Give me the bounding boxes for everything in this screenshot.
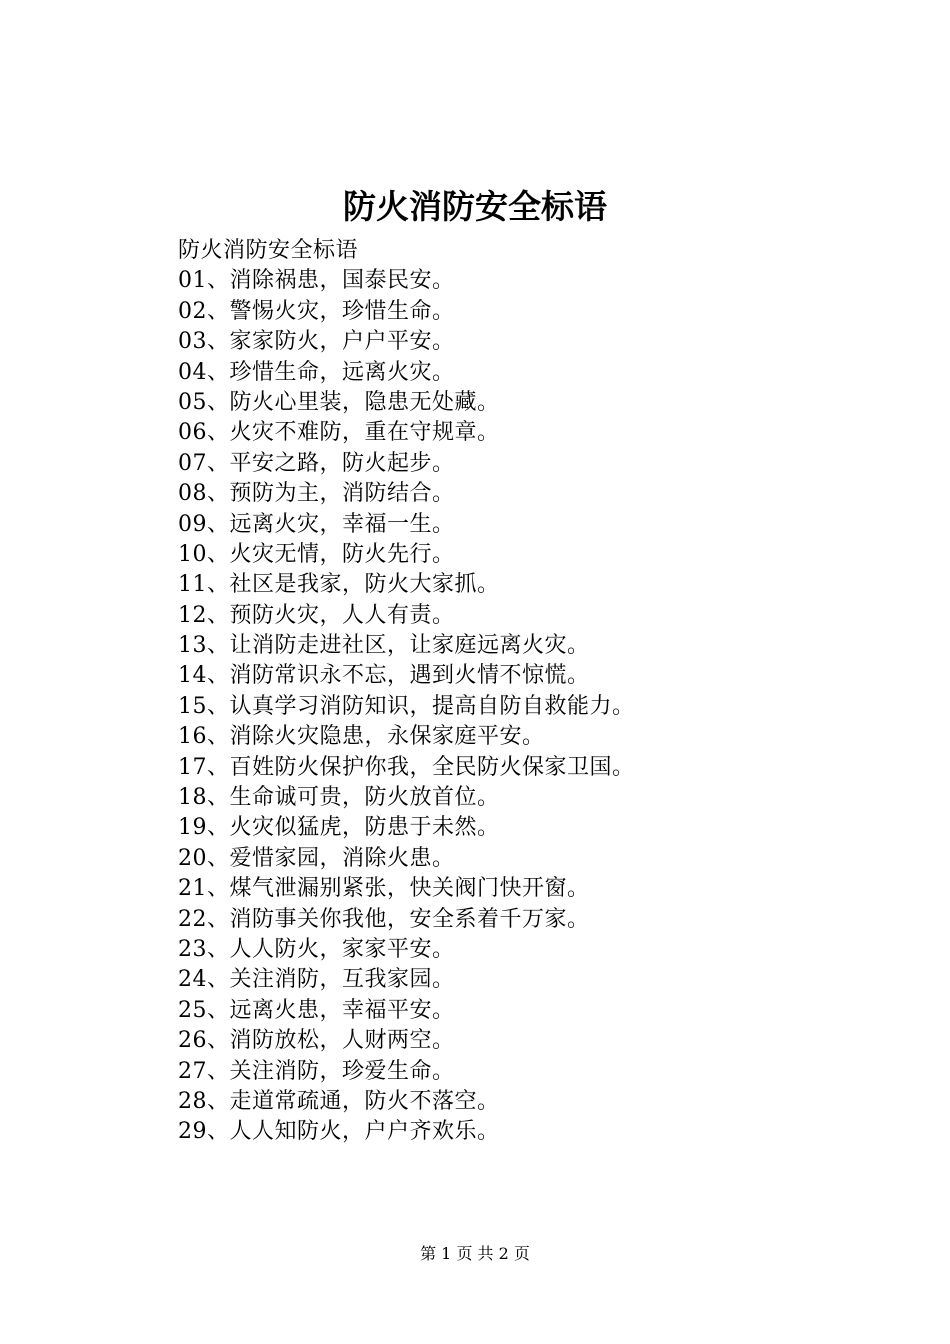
list-item: 29、人人知防火，户户齐欢乐。: [178, 1119, 500, 1145]
document-body: [178, 236, 778, 1148]
list-item: 14、消防常识永不忘，遇到火情不惊慌。: [178, 663, 590, 689]
list-item: 21、煤气泄漏别紧张，快关阀门快开窗。: [178, 876, 590, 902]
list-item: 22、消防事关你我他，安全系着千万家。: [178, 906, 590, 932]
list-item: 05、防火心里装，隐患无处藏。: [178, 389, 500, 415]
list-item: 09、远离火灾，幸福一生。: [178, 511, 455, 537]
list-item: 23、人人防火，家家平安。: [178, 936, 455, 962]
list-item: 13、让消防走进社区，让家庭远离火灾。: [178, 633, 590, 659]
list-item: 26、消防放松，人财两空。: [178, 1028, 455, 1054]
list-item: 25、远离火患，幸福平安。: [178, 997, 455, 1023]
list-item: 02、警惕火灾，珍惜生命。: [178, 298, 455, 324]
list-item: 04、珍惜生命，远离火灾。: [178, 359, 455, 385]
list-item: 27、关注消防，珍爱生命。: [178, 1058, 455, 1084]
page-title: 防火消防安全标语: [343, 187, 607, 226]
list-item: 03、家家防火，户户平安。: [178, 329, 455, 355]
list-item: 17、百姓防火保护你我，全民防火保家卫国。: [178, 754, 635, 780]
list-item: 08、预防为主，消防结合。: [178, 481, 455, 507]
page-footer: 第 1 页 共 2 页: [420, 1244, 530, 1263]
list-item: 10、火灾无情，防火先行。: [178, 541, 455, 567]
list-item: 12、预防火灾，人人有责。: [178, 602, 455, 628]
list-item: 24、关注消防，互我家园。: [178, 967, 455, 993]
list-item: 20、爱惜家园，消除火患。: [178, 845, 455, 871]
slogan-list: [178, 266, 778, 1147]
list-item: 06、火灾不难防，重在守规章。: [178, 420, 500, 446]
list-item: 16、消除火灾隐患，永保家庭平安。: [178, 724, 545, 750]
list-item: 07、平安之路，防火起步。: [178, 450, 455, 476]
list-item: 01、消除祸患，国泰民安。: [178, 268, 455, 294]
document-subtitle: 防火消防安全标语: [178, 238, 359, 263]
list-item: 11、社区是我家，防火大家抓。: [178, 572, 500, 598]
list-item: 18、生命诚可贵，防火放首位。: [178, 785, 500, 811]
list-item: 19、火灾似猛虎，防患于未然。: [178, 815, 500, 841]
list-item: 28、走道常疏通，防火不落空。: [178, 1088, 500, 1114]
list-item: 15、认真学习消防知识，提高自防自救能力。: [178, 693, 635, 719]
